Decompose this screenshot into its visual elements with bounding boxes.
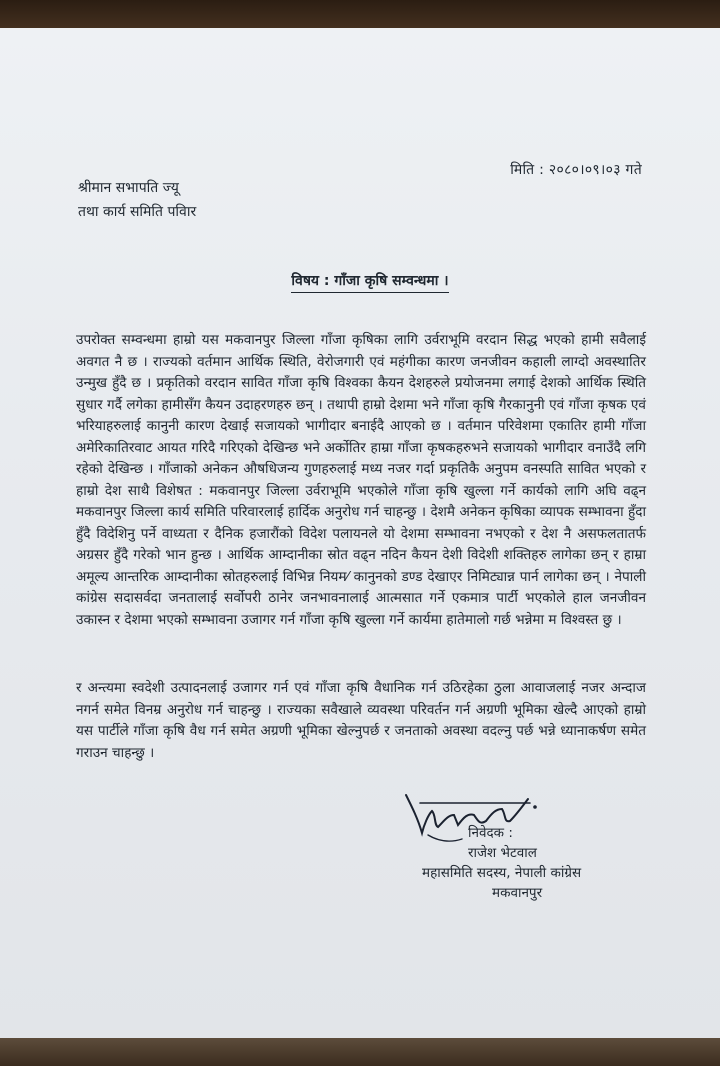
addressee-block — [78, 176, 196, 224]
addressee-line-1: श्रीमान सभापति ज्यू — [78, 180, 179, 196]
body-paragraph-2: र अन्त्यमा स्वदेशी उत्पादनलाई उजागर गर्न एवं गाँजा कृषि वैधानिक गर्न उठिरहेका ठुला आवाजलाई नजर अन्दाज नगर्न समेत विनम्र अनुरोध गर्न चाहन्छु । राज्यका सवैखाले व्यवस्था परिवर्तन गर्न अग्रणी भूमिका खेल्दै आएको हाम्रो यस पार्टीले गाँजा कृषि वैध गर्न समेत अग्रणी भूमिका खेल्नुपर्छ र जनताको अवस्था वदल्नु पर्छ भन्ने ध्यानाकर्षण समेत गराउन चाहन्छु । — [76, 680, 646, 761]
signer-place: मकवानपुर — [492, 885, 543, 901]
addressee-line-2: तथा कार्य समिति पविार — [78, 204, 197, 220]
signer-name: राजेश भेटवाल — [468, 845, 537, 861]
signature-block — [410, 823, 640, 903]
subject-text: विषय : गाँजा कृषि सम्वन्धमा । — [291, 271, 448, 293]
body-paragraph-1: उपरोक्त सम्वन्धमा हाम्रो यस मकवानपुर जिल्ला गाँजा कृषिका लागि उर्वराभूमि वरदान सिद्ध भएको हामी सवैलाई अवगत नै छ । राज्यको वर्तमान आर्थिक स्थिति, वेरोजगारी एवं महंगीका कारण जनजीवन कहाली लाग्दो अवस्थातिर उन्मुख हुँदै छ । प्रकृतिको वरदान सावित गाँजा कृषि विश्वका कैयन देशहरुले प्रयोजनमा लगाई देशको आर्थिक स्थिति सुधार गर्दै लगेका हामीसँग कैयन उदाहरणहरु छन् । तथापी हाम्रो देशमा भने गाँजा कृषि गैरकानुनी एवं गाँजा कृषक एवं भरियाहरुलाई कानुनी कारण देखाई सजायको भागीदार बनाईदै आएको छ । वर्तमान परिवेशमा एकातिर हामी गाँजा अमेरिकातिरवाट आयत गरिदै गरिएको देखिन्छ भने अर्कोतिर हाम्रा गाँजा कृषकहरुभने सजायको भागीदार वनाउँदै लगि रहेको देखिन्छ । गाँजाको अनेकन औषधिजन्य गुणहरुलाई मध्य नजर गर्दा प्रकृतिकै अनुपम वनस्पति सावित भएको र हाम्रो देश साथै विशेषत : मकवानपुर जिल्ला उर्वराभूमि भएकोले गाँजा कृषि खुल्ला गर्ने कार्यको लागि अघि वढ्न मकवानपुर जिल्ला कार्य समिति परिवारलाई हार्दिक अनुरोध गर्न चाहन्छु । देशमै अनेकन कृषिका व्यापक सम्भावना हुँदा हुँदै विदेशिनु पर्ने वाध्यता र दैनिक हजारौंको विदेश पलायनले यो देशमा सम्भावना नभएको र देश नै असफलतातर्फ अग्रसर हुँदै गरेको भान हुन्छ । आर्थिक आम्दानीका स्रोत वढ्न नदिन कैयन देशी विदेशी शक्तिहरु लागेका छन् र हाम्रा अमूल्य आन्तरिक आम्दानीका स्रोतहरुलाई विभिन्न नियम⁄ कानुनको डण्ड देखाएर निमिट्यान्न पार्न लागेका छन् । नेपाली कांग्रेस सदासर्वदा जनतालाई सर्वोपरी ठानेर जनभावनालाई आत्मसात गर्ने एकमात्र पार्टी भएकोले हाल जनजीवन उकास्न र देशमा भएको सम्भावना उजागर गर्न गाँजा कृषि खुल्ला गर्ने कार्यमा हातेमालो गर्छ भन्नेमा म विश्वस्त छु । — [76, 332, 646, 628]
signer-title: महासमिति सदस्य, नेपाली कांग्रेस — [422, 865, 582, 881]
signature-label: निवेदक : — [468, 825, 513, 841]
subject-line — [0, 270, 720, 293]
letter-paper — [0, 28, 720, 1038]
handwritten-signature — [398, 785, 548, 855]
letter-date: मिति : २०८०।०९।०३ गते — [510, 162, 642, 178]
